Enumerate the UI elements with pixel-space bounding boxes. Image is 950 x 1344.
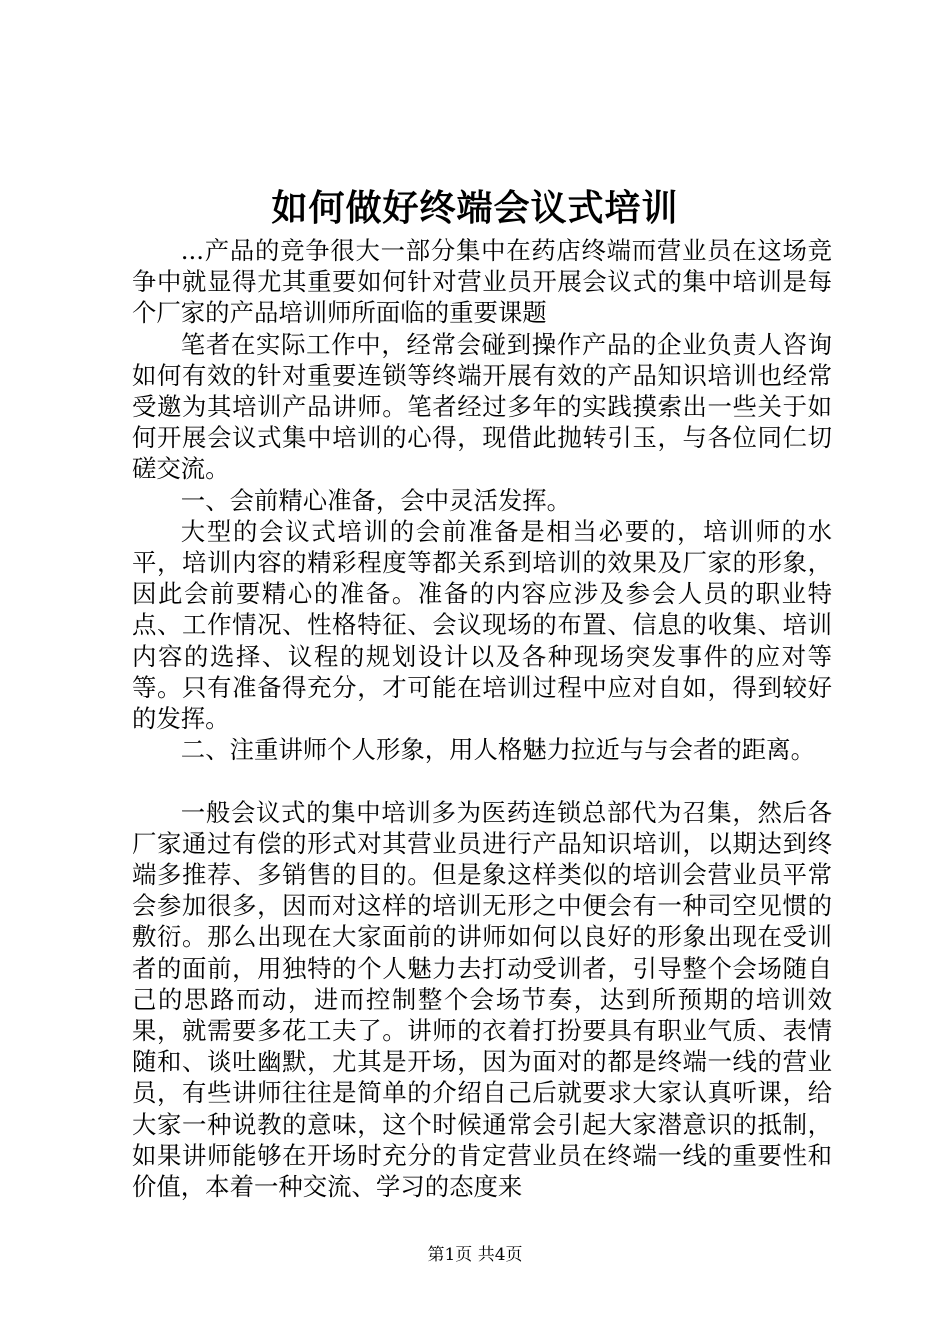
paragraph-author-background: 笔者在实际工作中，经常会碰到操作产品的企业负责人咨询如何有效的针对重要连锁等终端开展有效的产品知识培训也经常受邀为其培训产品讲师。笔者经过多年的实践摸索出一些关于如何开展会议式集中培训的心得，现借此抛转引玉，与各位同仁切磋交流。 [132,329,832,484]
section-heading-lecturer-image: 二、注重讲师个人形象，用人格魅力拉近与与会者的距离。 [180,735,815,765]
document-title: 如何做好终端会议式培训 [271,187,679,229]
paragraph-lecturer-image: 一般会议式的集中培训多为医药连锁总部代为召集，然后各厂家通过有偿的形式对其营业员进行产品知识培训，以期达到终端多推荐、多销售的目的。但是象这样类似的培训会营业员平常会参加很多，因而对这样的培训无形之中便会有一种司空见惯的敷衍。那么出现在大家面前的讲师如何以良好的形象出现在受训者的面前，用独特的个人魅力去打动受训者，引导整个会场随自己的思路而动，进而控制整个会场节奏，达到所预期的培训效果，就需要多花工夫了。讲师的衣着打扮要具有职业气质、表情随和、谈吐幽默，尤其是开场，因为面对的都是终端一线的营业员，有些讲师往往是简单的介绍自己后就要求大家认真听课，给大家一种说教的意味，这个时候通常会引起大家潜意识的抵制，如果讲师能够在开场时充分的肯定营业员在终端一线的重要性和价值，本着一种交流、学习的态度来 [132,797,832,1202]
section-heading-preparation: 一、会前精心准备，会中灵活发挥。 [180,485,572,515]
paragraph-intro: ...产品的竞争很大一部分集中在药店终端而营业员在这场竞争中就显得尤其重要如何针对营业员开展会议式的集中培训是每个厂家的产品培训师所面临的重要课题 [132,236,832,328]
paragraph-preparation: 大型的会议式培训的会前准备是相当必要的，培训师的水平，培训内容的精彩程度等都关系到培训的效果及厂家的形象，因此会前要精心的准备。准备的内容应涉及参会人员的职业特点、工作情况、性格特征、会议现场的布置、信息的收集、培训内容的选择、议程的规划设计以及各种现场突发事件的应对等等。只有准备得充分，才可能在培训过程中应对自如，得到较好的发挥。 [132,516,832,734]
document-body [132,235,832,1202]
page-footer: 第1页 共4页 [427,1245,523,1265]
